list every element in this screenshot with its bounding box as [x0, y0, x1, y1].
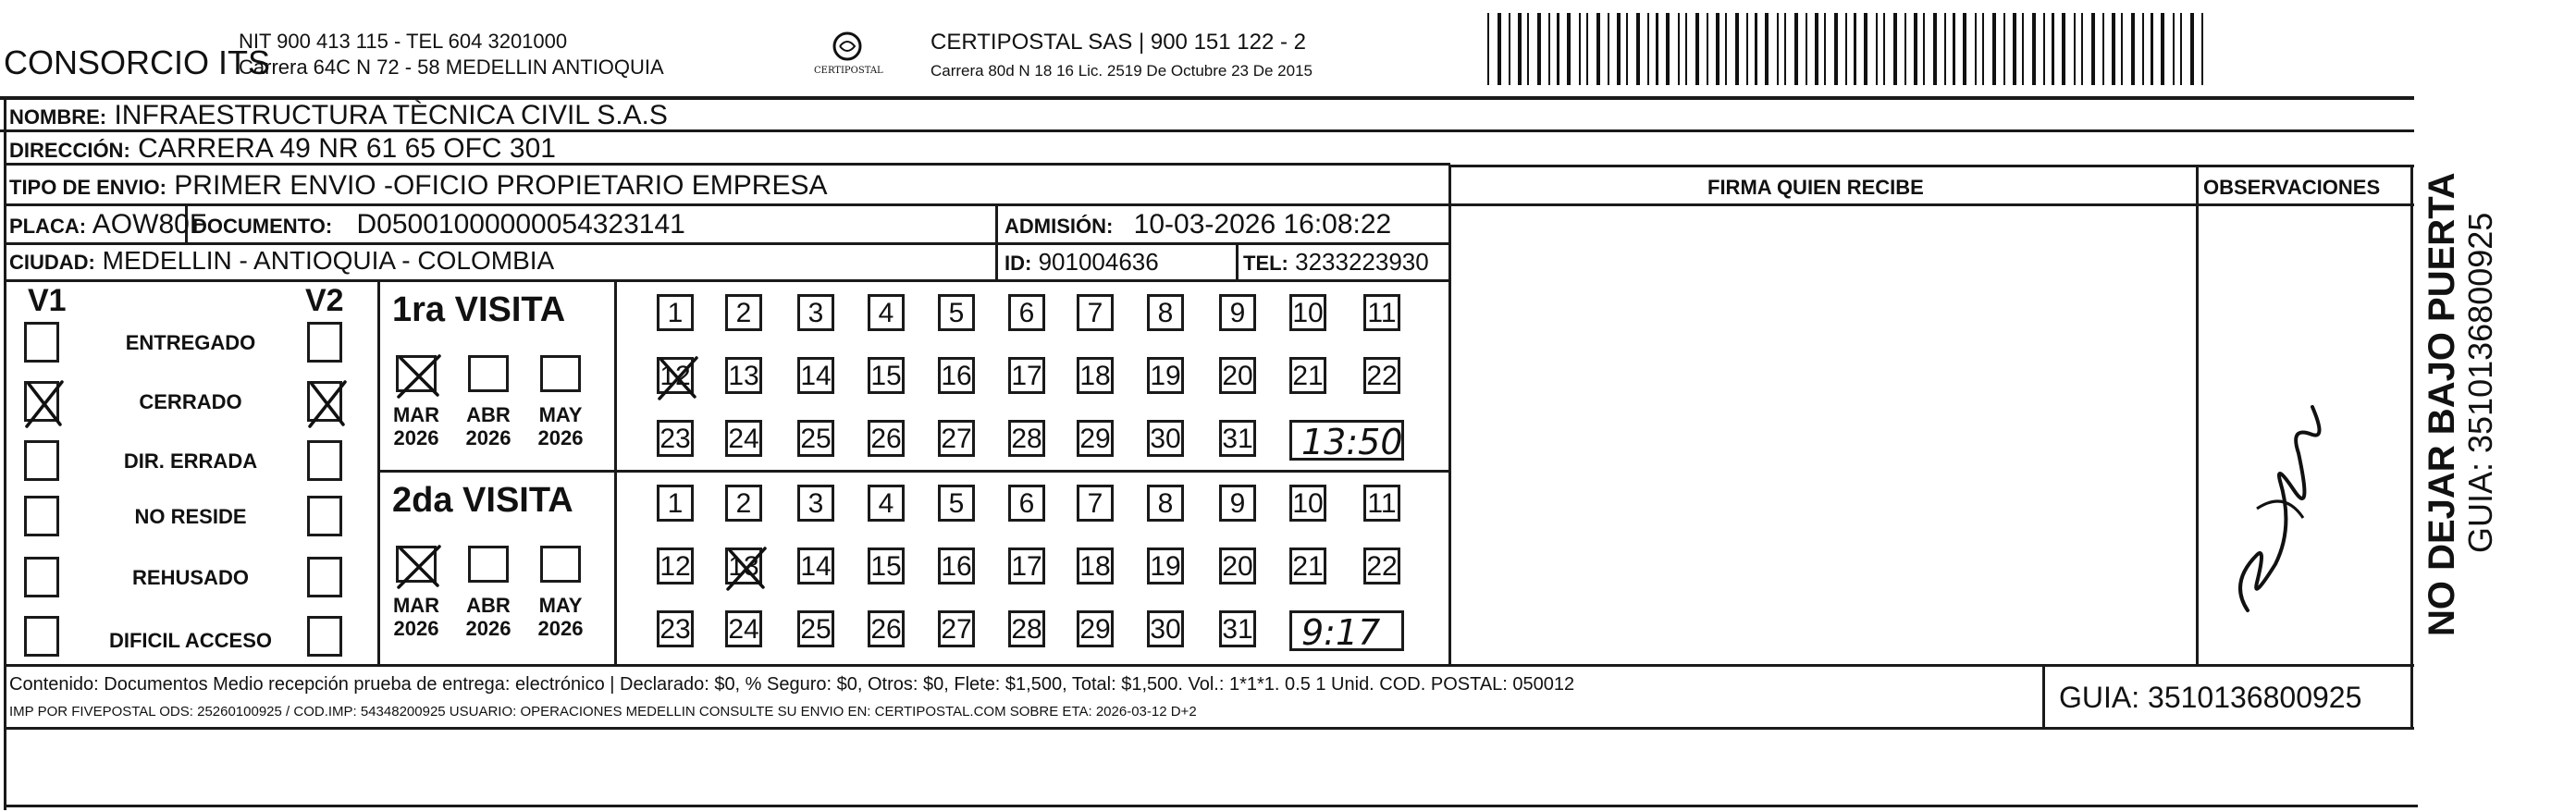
logo-text: CERTIPOSTAL: [814, 66, 883, 76]
day-checkbox[interactable]: [938, 610, 975, 647]
day-number: 25: [800, 424, 832, 454]
visit-title: 2da VISITA: [392, 481, 573, 520]
day-checkbox[interactable]: [657, 294, 694, 331]
day-checkbox[interactable]: [1147, 485, 1184, 522]
day-number: 14: [800, 361, 832, 391]
carrier-address: Carrera 80d N 18 16 Lic. 2519 De Octubre 23 De 2015: [931, 62, 1313, 80]
day-number: 20: [1222, 551, 1253, 582]
day-checkbox[interactable]: [725, 485, 762, 522]
carrier-line: CERTIPOSTAL SAS | 900 151 122 - 2: [931, 30, 1306, 55]
placa-value: AOW80F: [92, 209, 207, 240]
day-number: 6: [1018, 488, 1035, 519]
nombre-value: INFRAESTRUCTURA TÈCNICA CIVIL S.A.S: [114, 100, 668, 130]
tipo-envio-row: [9, 172, 827, 200]
day-checkbox[interactable]: [657, 357, 694, 394]
day-checkbox[interactable]: [1147, 547, 1184, 584]
visit-time-box[interactable]: [1289, 610, 1404, 651]
tel-row: [1243, 250, 1429, 274]
status-label: DIR. ERRADA: [123, 449, 258, 473]
month-checkbox[interactable]: [540, 546, 581, 583]
day-number: 27: [941, 614, 972, 645]
day-checkbox[interactable]: [1219, 420, 1256, 457]
day-number: 22: [1366, 551, 1398, 582]
v1-checkbox[interactable]: [24, 616, 59, 657]
day-number: 29: [1079, 424, 1111, 454]
observaciones-header: OBSERVACIONES: [2203, 176, 2381, 199]
barcode: [1487, 13, 2213, 85]
day-checkbox[interactable]: [1219, 357, 1256, 394]
day-checkbox[interactable]: [1289, 294, 1326, 331]
day-checkbox[interactable]: [1077, 420, 1114, 457]
day-number: 31: [1222, 424, 1253, 454]
v2-checkbox[interactable]: [307, 616, 342, 657]
v2-checkbox[interactable]: [307, 557, 342, 597]
signature-image: [2220, 379, 2322, 620]
day-number: 10: [1292, 488, 1324, 519]
day-checkbox[interactable]: [938, 294, 975, 331]
nombre-label: NOMBRE:: [9, 105, 107, 129]
day-number: 4: [878, 488, 894, 519]
day-number: 8: [1157, 298, 1174, 328]
certipostal-logo-icon: [810, 30, 884, 81]
day-checkbox[interactable]: [1219, 547, 1256, 584]
day-checkbox[interactable]: [1219, 485, 1256, 522]
status-label: REHUSADO: [132, 566, 249, 589]
day-number: 15: [870, 361, 902, 391]
day-checkbox[interactable]: [1219, 610, 1256, 647]
day-number: 29: [1079, 614, 1111, 645]
month-name: ABR: [466, 594, 511, 617]
visit-time: 9:17: [1301, 612, 1381, 653]
day-number: 20: [1222, 361, 1253, 391]
footer-imp: IMP POR FIVEPOSTAL ODS: 25260100925 / COD.IMP: 54348200925 USUARIO: OPERACIONES MEDELLIN CONSULTE SU ENVIO EN: CERTIPOSTAL.COM SOBRE ETA: 2026-03-12 D+2: [9, 704, 1197, 720]
day-checkbox[interactable]: [868, 420, 905, 457]
day-checkbox[interactable]: [657, 610, 694, 647]
admision-label: ADMISIÓN:: [1005, 215, 1114, 238]
visit-time-box[interactable]: [1289, 420, 1404, 461]
day-number: 22: [1366, 361, 1398, 391]
status-label: ENTREGADO: [125, 331, 256, 354]
day-checkbox[interactable]: [868, 294, 905, 331]
day-checkbox[interactable]: [725, 294, 762, 331]
day-checkbox[interactable]: [1147, 357, 1184, 394]
day-number: 16: [941, 551, 972, 582]
day-number: 28: [1011, 424, 1042, 454]
v1-checkbox[interactable]: [24, 557, 59, 597]
day-checkbox[interactable]: [938, 485, 975, 522]
month-name: ABR: [466, 403, 511, 426]
day-number: 18: [1079, 361, 1111, 391]
day-checkbox[interactable]: [657, 547, 694, 584]
visit-time: 13:50: [1301, 422, 1403, 462]
month-label: [388, 403, 444, 450]
footer-contenido: Contenido: Documentos Medio recepción prueba de entrega: electrónico | Declarado: $0, % Seguro: $0, Otros: $0, Flete: $1,500, Total: $1,500. Vol.: 1*1*1. 0.5 1 Unid. COD. POSTAL: 050012: [9, 674, 1575, 695]
day-number: 27: [941, 424, 972, 454]
day-number: 19: [1150, 361, 1181, 391]
day-checkbox[interactable]: [797, 485, 834, 522]
direccion-label: DIRECCIÓN:: [9, 139, 130, 162]
month-year: 2026: [393, 426, 439, 450]
day-checkbox[interactable]: [938, 547, 975, 584]
day-checkbox[interactable]: [1363, 547, 1400, 584]
day-checkbox[interactable]: [1008, 485, 1045, 522]
month-label: [533, 594, 588, 641]
month-label: [461, 594, 516, 641]
ciudad-label: CIUDAD:: [9, 251, 95, 274]
nit-line: NIT 900 413 115 - TEL 604 3201000: [239, 30, 568, 53]
no-dejar-bajo-puerta: NO DEJAR BAJO PUERTA: [2422, 172, 2462, 636]
day-checkbox[interactable]: [1008, 547, 1045, 584]
company-address: Carrera 64C N 72 - 58 MEDELLIN ANTIOQUIA: [239, 55, 664, 79]
status-label: NO RESIDE: [134, 505, 247, 528]
placa-row: [9, 211, 206, 239]
day-number: 3: [807, 488, 824, 519]
month-year: 2026: [465, 426, 512, 450]
day-number: 17: [1011, 551, 1042, 582]
day-checkbox[interactable]: [1219, 294, 1256, 331]
day-number: 8: [1157, 488, 1174, 519]
tipo-envio-value: PRIMER ENVIO -OFICIO PROPIETARIO EMPRESA: [174, 170, 828, 201]
month-label: [388, 594, 444, 641]
status-label: CERRADO: [139, 390, 242, 413]
day-number: 28: [1011, 614, 1042, 645]
tipo-envio-label: TIPO DE ENVIO:: [9, 176, 166, 199]
day-number: 5: [948, 488, 965, 519]
day-checkbox[interactable]: [657, 420, 694, 457]
day-number: 23: [659, 614, 691, 645]
day-checkbox[interactable]: [938, 420, 975, 457]
day-checkbox[interactable]: [725, 420, 762, 457]
day-number: 7: [1087, 298, 1103, 328]
day-number: 16: [941, 361, 972, 391]
day-checkbox[interactable]: [797, 547, 834, 584]
month-name: MAY: [538, 403, 583, 426]
v2-checkbox[interactable]: [307, 381, 342, 422]
day-number: 6: [1018, 298, 1035, 328]
day-checkbox[interactable]: [1363, 357, 1400, 394]
month-year: 2026: [537, 617, 584, 641]
tel-label: TEL:: [1243, 252, 1288, 275]
day-checkbox[interactable]: [868, 357, 905, 394]
footer-guia: GUIA: 3510136800925: [2059, 681, 2362, 714]
day-checkbox[interactable]: [725, 547, 762, 584]
admision-row: [1005, 211, 1391, 239]
day-number: 15: [870, 551, 902, 582]
day-number: 19: [1150, 551, 1181, 582]
day-checkbox[interactable]: [1008, 294, 1045, 331]
day-checkbox[interactable]: [1289, 485, 1326, 522]
day-checkbox[interactable]: [1289, 547, 1326, 584]
day-number: 21: [1292, 361, 1324, 391]
documento-label: DOCUMENTO:: [192, 215, 333, 238]
day-checkbox[interactable]: [1363, 294, 1400, 331]
month-checkbox[interactable]: [396, 546, 437, 583]
day-number: 30: [1150, 614, 1181, 645]
day-number: 9: [1229, 298, 1246, 328]
day-checkbox[interactable]: [797, 610, 834, 647]
day-number: 2: [735, 298, 752, 328]
day-checkbox[interactable]: [868, 485, 905, 522]
day-number: 13: [728, 551, 759, 582]
day-number: 2: [735, 488, 752, 519]
day-checkbox[interactable]: [725, 610, 762, 647]
v2-checkbox[interactable]: [307, 496, 342, 536]
day-checkbox[interactable]: [1289, 357, 1326, 394]
day-checkbox[interactable]: [1147, 294, 1184, 331]
documento-row: [192, 211, 685, 239]
day-number: 18: [1079, 551, 1111, 582]
tel-value: 3233223930: [1295, 248, 1429, 276]
day-checkbox[interactable]: [1147, 420, 1184, 457]
day-number: 11: [1367, 488, 1397, 519]
direccion-value: CARRERA 49 NR 61 65 OFC 301: [138, 133, 556, 164]
id-label: ID:: [1005, 252, 1032, 275]
day-checkbox[interactable]: [657, 485, 694, 522]
v1-checkbox[interactable]: [24, 496, 59, 536]
month-checkbox[interactable]: [468, 546, 509, 583]
nombre-row: [9, 102, 668, 129]
ciudad-row: [9, 248, 554, 274]
day-checkbox[interactable]: [868, 547, 905, 584]
side-guia: GUIA: 3510136800925: [2461, 212, 2499, 553]
day-number: 12: [659, 361, 691, 391]
month-year: 2026: [537, 426, 584, 450]
day-number: 30: [1150, 424, 1181, 454]
id-row: [1005, 250, 1159, 274]
v2-checkbox[interactable]: [307, 322, 342, 363]
v1-label: V1: [28, 283, 67, 318]
day-checkbox[interactable]: [1077, 294, 1114, 331]
day-number: 5: [948, 298, 965, 328]
admision-value: 10-03-2026 16:08:22: [1133, 209, 1392, 240]
day-number: 1: [667, 298, 684, 328]
day-number: 3: [807, 298, 824, 328]
day-number: 26: [870, 424, 902, 454]
month-year: 2026: [465, 617, 512, 641]
day-checkbox[interactable]: [1363, 485, 1400, 522]
day-checkbox[interactable]: [1008, 610, 1045, 647]
day-checkbox[interactable]: [1077, 357, 1114, 394]
v1-checkbox[interactable]: [24, 440, 59, 481]
month-checkbox[interactable]: [468, 355, 509, 392]
v1-checkbox[interactable]: [24, 322, 59, 363]
day-number: 24: [728, 424, 759, 454]
day-number: 11: [1367, 298, 1397, 328]
firma-header: FIRMA QUIEN RECIBE: [1707, 176, 1924, 199]
day-number: 10: [1292, 298, 1324, 328]
day-number: 31: [1222, 614, 1253, 645]
ciudad-value: MEDELLIN - ANTIOQUIA - COLOMBIA: [102, 246, 555, 275]
status-label: DIFICIL ACCESO: [108, 629, 272, 652]
month-checkbox[interactable]: [396, 355, 437, 392]
month-label: [533, 403, 588, 450]
visit-title: 1ra VISITA: [392, 290, 566, 329]
direccion-row: [9, 135, 556, 163]
day-number: 23: [659, 424, 691, 454]
day-number: 14: [800, 551, 832, 582]
day-number: 13: [728, 361, 759, 391]
day-checkbox[interactable]: [725, 357, 762, 394]
id-value: 901004636: [1038, 248, 1159, 276]
day-number: 12: [659, 551, 691, 582]
day-number: 26: [870, 614, 902, 645]
day-checkbox[interactable]: [868, 610, 905, 647]
day-number: 7: [1087, 488, 1103, 519]
day-number: 9: [1229, 488, 1246, 519]
month-checkbox[interactable]: [540, 355, 581, 392]
day-checkbox[interactable]: [1077, 485, 1114, 522]
day-number: 1: [667, 488, 684, 519]
day-checkbox[interactable]: [1077, 610, 1114, 647]
month-name: MAR: [392, 403, 440, 426]
v2-label: V2: [305, 283, 344, 318]
v2-checkbox[interactable]: [307, 440, 342, 481]
documento-value: D05001000000054323141: [356, 209, 685, 240]
day-number: 24: [728, 614, 759, 645]
month-year: 2026: [393, 617, 439, 641]
day-number: 17: [1011, 361, 1042, 391]
day-checkbox[interactable]: [797, 294, 834, 331]
day-number: 21: [1292, 551, 1324, 582]
day-checkbox[interactable]: [1147, 610, 1184, 647]
company-name: CONSORCIO ITS: [4, 43, 271, 81]
day-checkbox[interactable]: [1077, 547, 1114, 584]
month-name: MAR: [392, 594, 440, 617]
day-checkbox[interactable]: [1008, 357, 1045, 394]
v1-checkbox[interactable]: [24, 381, 59, 422]
day-checkbox[interactable]: [797, 357, 834, 394]
placa-label: PLACA:: [9, 215, 87, 238]
day-number: 25: [800, 614, 832, 645]
day-checkbox[interactable]: [938, 357, 975, 394]
month-label: [461, 403, 516, 450]
day-number: 4: [878, 298, 894, 328]
month-name: MAY: [538, 594, 583, 617]
day-checkbox[interactable]: [797, 420, 834, 457]
day-checkbox[interactable]: [1008, 420, 1045, 457]
